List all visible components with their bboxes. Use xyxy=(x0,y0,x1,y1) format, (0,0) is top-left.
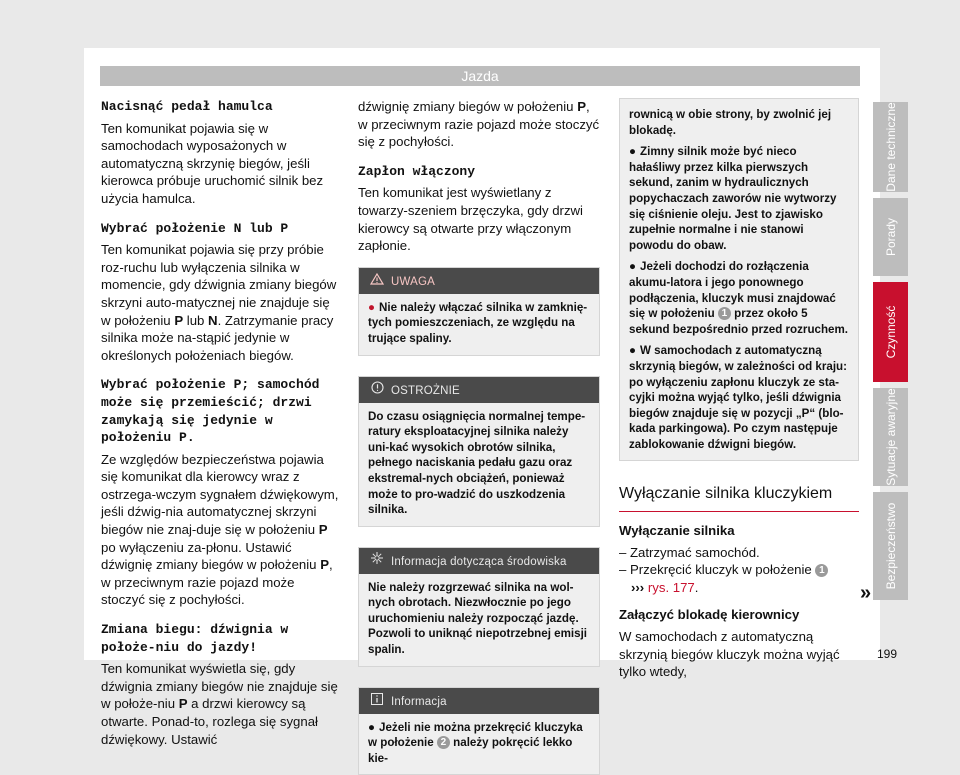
column-left xyxy=(101,98,339,760)
tab-sytuacje-awaryjne[interactable]: Sytuacje awaryjne xyxy=(873,388,908,486)
caution-text: Do czasu osiągnięcia normalnej tempe-ratury eksploatacyjnej silnika należy uni-kać wysokich obrotów silnika, pełnego naciskania pedału gazu oraz ekstremal-nych obciążeń, ponieważ może to pro-wadzić do uszkodzenia silnika. xyxy=(368,409,586,517)
figure-reference[interactable]: ››› rys. 177. xyxy=(631,579,699,595)
message-heading: Wybrać położenie P; samochód może się przemieścić; drzwi zamykają się jedynie w położeniu P. xyxy=(101,377,320,446)
paragraph: ● W samochodach z automatyczną skrzynią biegów, w zależności od kraju: po wyłączeniu zapłonu kluczyk ze sta-cyjki można wyjąć tylko, jeśli dźwignia biegów znajduje się w pozycji „P“ (blo-kada parkingowa). Po czym następuje zablokowanie dźwigni biegów. xyxy=(629,344,847,451)
tab-dane-techniczne[interactable]: Dane techniczne xyxy=(873,102,908,192)
leaf-icon xyxy=(369,548,385,574)
caution-header xyxy=(359,377,599,403)
bullet-icon: ● xyxy=(629,260,637,274)
info-icon xyxy=(369,688,385,714)
section-title: Wyłączanie silnika kluczykiem xyxy=(619,485,859,512)
bullet-icon: ● xyxy=(368,720,376,734)
paragraph: Ten komunikat pojawia się przy próbie roz-ruchu lub wyłączenia silnika w momencie, gdy dźwignia zmiany biegów skrzyni auto-matycznej nie znajduje się w położeniu P lub N. Zatrzymanie pracy silnika może na-stąpić jedynie w określonych położeniach biegów. xyxy=(101,242,337,363)
paragraph: Ten komunikat jest wyświetlany z towarzy-szeniem brzęczyka, gdy drzwi kierowcy są otwarte przy włączonym zapłonie. xyxy=(358,185,583,254)
environment-title: Informacja dotycząca środowiska xyxy=(391,555,567,568)
warning-box xyxy=(358,267,600,356)
warning-title: UWAGA xyxy=(391,275,436,288)
paragraph: ● Jeżeli dochodzi do rozłączenia akumu-latora i jego ponownego podłączenia, kluczyk musi znajdować się w położeniu 1 przez około 5 sekund bezpośrednio przed rozruchem. xyxy=(629,260,849,336)
bullet-icon: ● xyxy=(629,145,637,159)
warning-text: ● Nie należy włączać silnika w zamknię-tych pomieszczeniach, ze względu na trujące spaliny. xyxy=(368,300,588,345)
caution-circle-icon xyxy=(369,377,385,403)
paragraph: dźwignię zmiany biegów w położeniu P, w przeciwnym razie pojazd może stoczyć się z pochyłości. xyxy=(358,99,600,150)
bullet-icon: ● xyxy=(368,300,376,314)
warning-header xyxy=(359,268,599,294)
message-heading: Zmiana biegu: dźwignia w położe-niu do jazdy! xyxy=(101,622,289,655)
chapter-header: Jazda xyxy=(100,66,860,86)
subheading: Załączyć blokadę kierownicy xyxy=(619,607,800,623)
caution-box xyxy=(358,376,600,527)
message-heading: Nacisnąć pedał hamulca xyxy=(101,99,273,114)
environment-box xyxy=(358,547,600,667)
message-heading: Wybrać położenie N lub P xyxy=(101,220,289,236)
figure-link[interactable]: rys. 177 xyxy=(647,579,695,595)
bullet-icon: ● xyxy=(629,344,637,358)
paragraph: Ten komunikat wyświetla się, gdy dźwignia zmiany biegów nie znajduje się w położe-niu P a drzwi kierowcy są otwarte. Ponad-to, rozlega się sygnał dźwiękowy. Ustawić xyxy=(101,661,338,747)
column-right xyxy=(619,98,859,681)
message-heading: Zapłon włączony xyxy=(358,163,476,179)
paragraph: Ten komunikat pojawia się w samochodach wyposażonych w automatyczną skrzynię biegów, jeśli kierowca próbuje uruchomić silnik bez użycia hamulca. xyxy=(101,120,324,206)
paragraph: W samochodach z automatyczną skrzynią biegów kluczyk można wyjąć tylko wtedy, xyxy=(619,629,840,680)
column-middle xyxy=(358,98,600,775)
paragraph: ● Zimny silnik może być nieco hałaśliwy przez kilka pierwszych sekund, zanim w hydraulicznych popychaczach zaworów nie wytworzy się ciśnienie oleju. Jest to zjawisko zupełnie normalne i nie stanowi powodu do obaw. xyxy=(629,145,837,252)
position-1-marker: 1 xyxy=(815,564,828,577)
position-2-marker: 2 xyxy=(437,736,450,749)
position-1-marker: 1 xyxy=(718,307,731,320)
info-header xyxy=(359,688,599,714)
paragraph: rownicą w obie strony, by zwolnić jej blokadę. xyxy=(629,108,832,137)
warning-triangle-icon xyxy=(369,268,385,294)
info-title: Informacja xyxy=(391,695,447,708)
info-text: ● Jeżeli nie można przekręcić kluczyka w położenie 2 należy pokręcić lekko kie- xyxy=(368,720,583,765)
caution-title: OSTROŻNIE xyxy=(391,384,460,397)
environment-header xyxy=(359,548,599,574)
paragraph: Ze względów bezpieczeństwa pojawia się komunikat dla kierowcy wraz z ostrzega-wczym sygnałem dźwiękowym, jeśli dźwig-nia automatycznej skrzyni biegów nie znaj-duje się w położeniu P po wyłączeniu za-płonu. Ustawić dźwignię zmiany biegów w położeniu P, w przeciwnym razie pojazd może stoczyć się z pochyłości. xyxy=(101,451,339,608)
subheading: Wyłączanie silnika xyxy=(619,523,735,539)
step: – Przekręcić kluczyk w położenie 1 xyxy=(619,561,859,579)
tab-bezpieczenstwo[interactable]: Bezpieczeństwo xyxy=(873,492,908,600)
continue-arrow-icon: » xyxy=(860,582,872,604)
environment-text: Nie należy rozgrzewać silnika na wol-nych obrotach. Niezwłocznie po jego uruchomieniu należy rozpocząć jazdę. Pozwoli to uniknąć niepotrzebnej emisji spalin. xyxy=(368,580,588,657)
info-box xyxy=(358,687,600,775)
step: – Zatrzymać samochód. xyxy=(619,544,760,560)
page-number: 199 xyxy=(877,647,898,661)
info-box-continued xyxy=(619,98,859,461)
tab-porady[interactable]: Porady xyxy=(873,198,908,276)
tab-czynnosc[interactable]: Czynność xyxy=(873,282,908,382)
